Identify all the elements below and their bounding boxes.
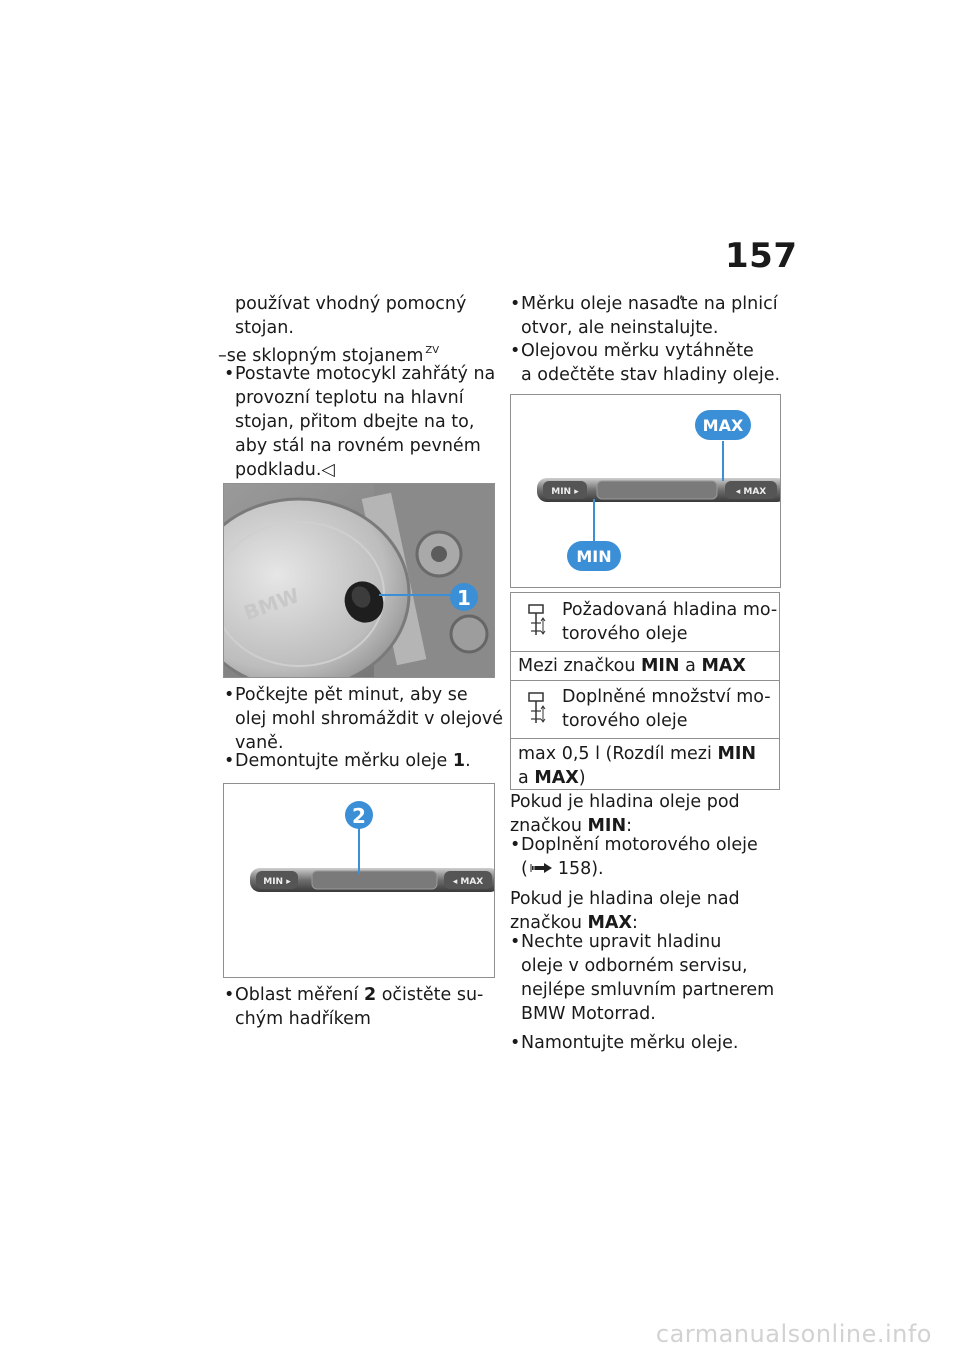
text-line: otvor, ale neinstalujte.: [521, 318, 719, 338]
text-fragment: (: [521, 859, 528, 879]
min-mark-label: MIN ▸: [551, 487, 579, 497]
text-fragment: značkou: [510, 816, 582, 836]
text-line: a odečtěte stav hladiny oleje.: [521, 365, 781, 385]
text-line: provozní teplotu na hlavní: [235, 388, 464, 408]
text-fragment: a: [518, 768, 529, 788]
callout-1-label: 1: [457, 586, 471, 610]
text-line: oleje v odborném servisu,: [521, 956, 748, 976]
max-mark: MAX: [534, 768, 579, 788]
text-line: BMW Motorrad.: [521, 1004, 656, 1024]
page-ref-link[interactable]: 158: [557, 859, 592, 879]
text-line: Namontujte měrku oleje.: [521, 1033, 739, 1053]
oil-dipstick-icon: [527, 691, 547, 727]
text-line: Doplnění motorového oleje: [521, 835, 758, 855]
text-fragment: ).: [591, 859, 604, 879]
bullet-merku: [508, 292, 778, 340]
figure-dipstick-measure-area: [223, 783, 495, 978]
end-mark-icon: ◁: [321, 460, 335, 480]
min-mark: MIN: [641, 656, 680, 676]
bullet-icon: •: [224, 985, 235, 1005]
table-row-refill-amount: [511, 681, 779, 738]
page-number: 157: [725, 236, 798, 276]
text-fragment: ): [578, 768, 586, 788]
text-line: Pokud je hladina oleje nad: [510, 889, 740, 909]
max-mark-label: ◂ MAX: [735, 487, 767, 497]
table-row-required-level: [511, 593, 779, 651]
ref-number: 2: [363, 985, 377, 1005]
bullet-icon: •: [224, 364, 235, 384]
superscript-zv: ZV: [425, 345, 440, 356]
ref-number: 1: [452, 751, 466, 771]
oil-dipstick-icon: [527, 603, 547, 639]
dipstick-min-max-illustration: [511, 395, 780, 587]
text-fragment: Oblast měření: [235, 985, 359, 1005]
bullet-oblast: [222, 983, 483, 1031]
bullet-nechte: [508, 930, 774, 1026]
row-title: [562, 685, 771, 733]
text-line: Doplněné množství mo-: [562, 687, 771, 707]
period: .: [465, 751, 471, 771]
min-mark-label: MIN ▸: [263, 877, 291, 887]
bullet-icon: •: [224, 751, 235, 771]
engine-photo: [224, 484, 494, 677]
text-line: Demontujte měrku oleje: [235, 751, 448, 771]
watermark: carmanualsonline.info: [655, 1320, 932, 1348]
bullet-icon: •: [510, 835, 521, 855]
bmw-cast-lettering: BMW: [240, 583, 303, 626]
bullet-namontujte: [508, 1031, 738, 1055]
dash-item-text: se sklopným stojanem: [226, 346, 424, 366]
text-line: Postavte motocykl zahřátý na: [235, 364, 496, 384]
text-line: Nechte upravit hladinu: [521, 932, 722, 952]
bullet-icon: •: [510, 1033, 521, 1053]
text-fragment: očistěte su-: [381, 985, 484, 1005]
text-line: chým hadříkem: [235, 1009, 371, 1029]
text-line: Olejovou měrku vytáhněte: [521, 341, 754, 361]
bullet-olejovou: [508, 339, 780, 387]
text-fragment: Mezi značkou: [518, 656, 636, 676]
text-line: Měrku oleje nasaďte na plnicí: [521, 294, 778, 314]
condition-below-min: [510, 790, 740, 838]
callout-max-label: MAX: [702, 416, 744, 435]
figure-dipstick-min-max: [510, 394, 781, 588]
text-fragment: max 0,5 l (Rozdíl mezi: [518, 744, 712, 764]
page-reference-arrow-icon: [530, 862, 554, 874]
bullet-icon: •: [510, 341, 521, 361]
bullet-demontujte: [222, 749, 471, 773]
text-line: torového oleje: [562, 711, 688, 731]
bullet-doplneni: [508, 833, 758, 881]
text-fragment: a: [685, 656, 696, 676]
text-line: stojan, přitom dbejte na to,: [235, 412, 475, 432]
text-line: vaně.: [235, 733, 284, 753]
text-line: Požadovaná hladina mo-: [562, 600, 778, 620]
bullet-icon: •: [510, 294, 521, 314]
min-mark: MIN: [717, 744, 757, 764]
table-divider: [511, 651, 779, 652]
condition-above-max: [510, 887, 740, 935]
text-line: torového oleje: [562, 624, 688, 644]
bullet-postavte: [222, 362, 495, 482]
callout-min-label: MIN: [576, 547, 612, 566]
text-fragment: značkou: [510, 913, 582, 933]
text-line: Počkejte pět minut, aby se: [235, 685, 468, 705]
text-line: Pokud je hladina oleje pod: [510, 792, 740, 812]
max-mark: MAX: [587, 913, 632, 933]
row-value-required-level: [518, 654, 746, 678]
text-line: stojan.: [235, 318, 294, 338]
text-line: používat vhodný pomocný: [235, 294, 467, 314]
figure-engine-oil-cap: [223, 483, 495, 678]
text-line: aby stál na rovném pevném: [235, 436, 481, 456]
row-value-refill-amount: [518, 742, 756, 790]
text-line: podkladu.: [235, 460, 322, 480]
max-mark-label: ◂ MAX: [452, 877, 484, 887]
bullet-pockejte: [222, 683, 503, 755]
text-fragment: :: [631, 913, 638, 933]
row-title: [562, 598, 777, 646]
callout-2-label: 2: [352, 804, 366, 828]
text-line: nejlépe smluvním partnerem: [521, 980, 775, 1000]
dipstick-illustration: [224, 784, 494, 977]
dash-mark: –: [218, 346, 227, 366]
bullet-icon: •: [224, 685, 235, 705]
text-fragment: :: [626, 816, 632, 836]
oil-spec-table: [510, 592, 780, 790]
table-divider: [511, 738, 779, 739]
text-line: olej mohl shromáždit v olejové: [235, 709, 504, 729]
max-mark: MAX: [701, 656, 746, 676]
bullet-icon: •: [510, 932, 521, 952]
min-mark: MIN: [587, 816, 627, 836]
